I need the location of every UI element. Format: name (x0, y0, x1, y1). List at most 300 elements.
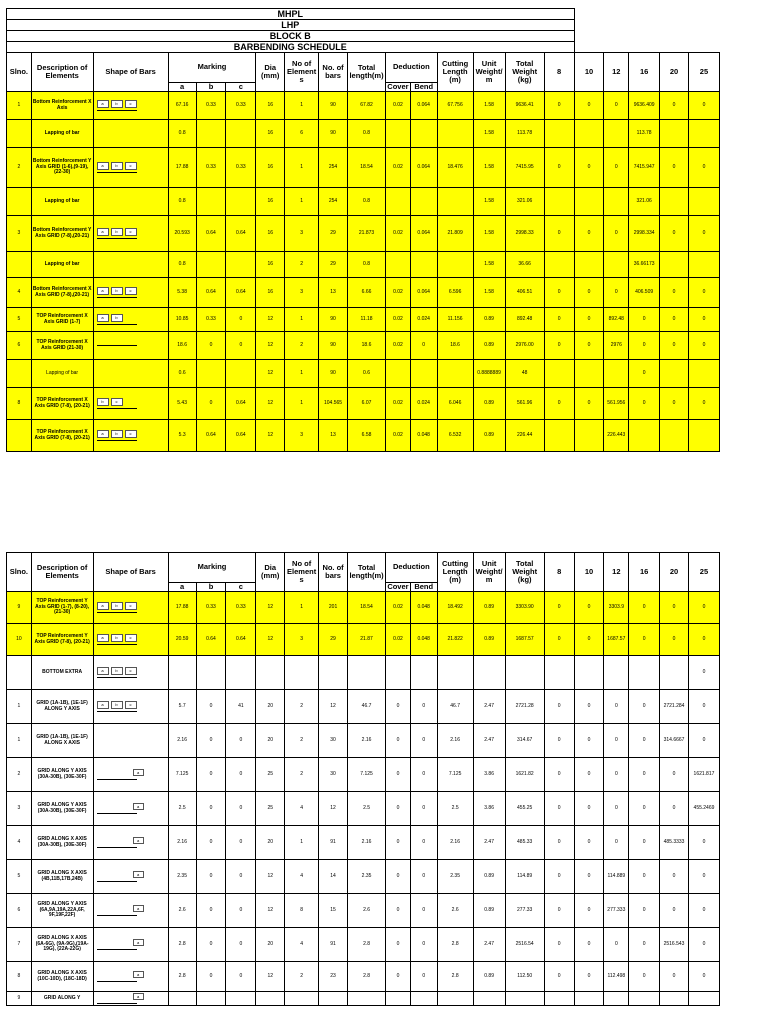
cell-nb: 90 (319, 332, 348, 360)
cell-tw: 2998.33 (505, 216, 544, 252)
header-total-weight: Total Weight (kg) (505, 53, 544, 92)
cell-d16: 0 (629, 758, 660, 792)
shape-c-box: c (125, 430, 137, 438)
cell-desc: TOP Reinforcement X Axis GRID (7-8), (20-21) (31, 388, 93, 420)
cell-d12: 0 (604, 278, 629, 308)
cell-desc: Bottom Reinforcement X Axis (31, 92, 93, 120)
bar-shape (94, 667, 168, 675)
shape-c-box: c (125, 100, 137, 108)
shape-b-box: b (111, 287, 123, 295)
cell-d10: 0 (574, 624, 604, 656)
cell-d16: 0 (629, 332, 660, 360)
cell-shape (93, 656, 168, 690)
cell-ne: 3 (285, 420, 319, 452)
header-dia-25: 25 (688, 53, 719, 92)
shape-b-box: b (97, 398, 109, 406)
cell-a: 0.6 (168, 360, 196, 388)
cell-d10 (574, 360, 604, 388)
cell-ne: 4 (285, 860, 319, 894)
shape-a-box: a (133, 971, 144, 978)
cell-b: 0 (196, 332, 226, 360)
cell-sl: 6 (7, 894, 32, 928)
table-row (7, 826, 720, 860)
cell-desc: GRID ALONG X AXIS (10C-10D), (18C-18D) (31, 962, 93, 992)
cell-dia: 12 (256, 624, 285, 656)
header-dia-25: 25 (688, 553, 719, 592)
cell-d12 (604, 656, 629, 690)
header-a: a (168, 583, 196, 592)
cell-a: 2.8 (168, 928, 196, 962)
cell-cut: 7.125 (437, 758, 473, 792)
header-shape: Shape of Bars (93, 553, 168, 592)
cell-d16: 2998.334 (629, 216, 660, 252)
shape-c-box: c (125, 667, 137, 675)
cell-tw: 36.66 (505, 252, 544, 278)
cell-d25 (688, 420, 719, 452)
cell-d16: 0 (629, 308, 660, 332)
cell-tl: 2.8 (347, 928, 385, 962)
cell-cut: 2.8 (437, 962, 473, 992)
cell-shape (93, 252, 168, 278)
cell-tw: 1687.57 (505, 624, 544, 656)
cell-desc: Lapping of bar (31, 360, 93, 388)
cell-dia: 20 (256, 928, 285, 962)
cell-sl: 9 (7, 592, 32, 624)
cell-bend: 0 (410, 860, 437, 894)
cell-shape (93, 928, 168, 962)
cell-d16 (629, 656, 660, 690)
cell-c: 0.64 (226, 216, 256, 252)
cell-nb: 30 (319, 758, 348, 792)
header-total-length: Total length(m) (347, 553, 385, 592)
cell-d16: 0 (629, 690, 660, 724)
header-bend: Bend (410, 583, 437, 592)
cell-tw: 406.51 (505, 278, 544, 308)
cell-d16: 0 (629, 962, 660, 992)
cell-tw: 2721.28 (505, 690, 544, 724)
cell-cut: 67.756 (437, 92, 473, 120)
header-marking: Marking (168, 53, 256, 83)
shape-a-box: a (133, 871, 144, 878)
cell-d20: 0 (660, 278, 689, 308)
cell-cov: 0 (386, 826, 411, 860)
cell-tl: 21.87 (347, 624, 385, 656)
cell-cut (437, 656, 473, 690)
cell-d16: 36.66173 (629, 252, 660, 278)
cell-ne: 1 (285, 92, 319, 120)
cell-d8 (544, 656, 574, 690)
cell-d20 (660, 252, 689, 278)
cell-sl: 2 (7, 758, 32, 792)
cell-tl: 0.8 (347, 188, 385, 216)
bar-shape (94, 398, 168, 406)
cell-bend: 0 (410, 962, 437, 992)
cell-dia: 25 (256, 758, 285, 792)
header-cutting-length: Cutting Length (m) (437, 553, 473, 592)
cell-d10: 0 (574, 928, 604, 962)
cell-d10: 0 (574, 388, 604, 420)
cell-bend (410, 360, 437, 388)
bar-shape (94, 162, 168, 170)
cell-c: 41 (226, 690, 256, 724)
cell-a: 5.43 (168, 388, 196, 420)
cell-cov: 0.02 (386, 92, 411, 120)
cell-cov: 0 (386, 724, 411, 758)
bar-line-icon (97, 711, 137, 712)
cell-tl: 2.8 (347, 962, 385, 992)
title-lhp: LHP (7, 20, 575, 31)
header-dia-12: 12 (604, 553, 629, 592)
cell-dia: 12 (256, 592, 285, 624)
bar-line-icon (97, 915, 137, 916)
cell-c: 0 (226, 962, 256, 992)
cell-ne: 2 (285, 724, 319, 758)
cell-cov: 0 (386, 758, 411, 792)
header-cover: Cover (387, 82, 409, 91)
header-b: b (196, 583, 226, 592)
cell-a: 5.38 (168, 278, 196, 308)
cell-a: 2.6 (168, 894, 196, 928)
cell-desc: GRID ALONG X AXIS (30A-30B), (30E-30F) (31, 826, 93, 860)
cell-uw: 3.86 (473, 792, 505, 826)
cell-ne: 3 (285, 278, 319, 308)
shape-a-box: a (97, 634, 109, 642)
cell-tw: 2516.54 (505, 928, 544, 962)
cell-bend: 0 (410, 792, 437, 826)
cell-tl: 0.8 (347, 120, 385, 148)
bar-line-icon (97, 779, 137, 780)
cell-tl: 18.54 (347, 592, 385, 624)
cell-c (226, 360, 256, 388)
cell-c (226, 188, 256, 216)
cell-bend: 0.064 (410, 216, 437, 252)
cell-d8: 0 (544, 724, 574, 758)
bar-line-icon (97, 110, 137, 111)
cell-d16: 321.06 (629, 188, 660, 216)
cell-d10 (574, 656, 604, 690)
cell-d10: 0 (574, 278, 604, 308)
cell-b (196, 188, 226, 216)
table-row (7, 278, 720, 308)
cell-d25: 0 (688, 656, 719, 690)
cell-dia: 12 (256, 332, 285, 360)
cell-d10: 0 (574, 690, 604, 724)
cell-d8: 0 (544, 308, 574, 332)
cell-cov (386, 120, 411, 148)
cell-sl: 4 (7, 826, 32, 860)
cell-uw: 0.89 (473, 388, 505, 420)
cell-c: 0.33 (226, 148, 256, 188)
cell-desc: Bottom Reinforcement Y Axis GRID (1-6),(9-19),(22-30) (31, 148, 93, 188)
header-dia-20: 20 (660, 53, 689, 92)
cell-c: 0 (226, 758, 256, 792)
cell-dia: 20 (256, 724, 285, 758)
cell-nb (319, 656, 348, 690)
cell-tl: 0.6 (347, 360, 385, 388)
cell-dia: 16 (256, 216, 285, 252)
cell-sl: 9 (7, 992, 32, 1006)
cell-d12 (604, 360, 629, 388)
header-dia-16: 16 (629, 553, 660, 592)
cell-d8: 0 (544, 624, 574, 656)
cell-d12: 112.498 (604, 962, 629, 992)
cell-bend: 0 (410, 928, 437, 962)
cell-d16 (629, 420, 660, 452)
cell-bend: 0.048 (410, 420, 437, 452)
cell-d25: 0 (688, 278, 719, 308)
cell-shape (93, 332, 168, 360)
cell-d16: 406.509 (629, 278, 660, 308)
cell-uw: 1.58 (473, 252, 505, 278)
header-unit-weight: Unit Weight/ m (473, 553, 505, 592)
cell-d25: 0 (688, 216, 719, 252)
cell-d12: 1687.57 (604, 624, 629, 656)
cell-tl: 2.16 (347, 826, 385, 860)
cell-bend: 0.024 (410, 388, 437, 420)
cell-cut (437, 188, 473, 216)
table-row (7, 656, 720, 690)
cell-sl: 10 (7, 624, 32, 656)
cell-d25: 0 (688, 148, 719, 188)
cell-d20: 0 (660, 92, 689, 120)
cell-d10: 0 (574, 308, 604, 332)
cell-d12: 0 (604, 928, 629, 962)
cell-desc: GRID (1A-1B), (1E-1F) ALONG X AXIS (31, 724, 93, 758)
cell-c: 0.64 (226, 624, 256, 656)
cell-a: 18.6 (168, 332, 196, 360)
cell-d12 (604, 992, 629, 1006)
shape-c-box: c (125, 228, 137, 236)
cell-dia: 16 (256, 188, 285, 216)
cell-ne: 1 (285, 148, 319, 188)
cell-desc: Lapping of bar (31, 188, 93, 216)
cell-d16: 0 (629, 624, 660, 656)
header-slno: Slno. (7, 53, 32, 92)
shape-b-box: b (111, 100, 123, 108)
header-no-elements: No of Element s (285, 553, 319, 592)
cell-desc: TOP Reinforcement X Axis GRID (21-30) (31, 332, 93, 360)
cell-shape (93, 120, 168, 148)
header-description: Description of Elements (31, 553, 93, 592)
cell-cov: 0 (386, 894, 411, 928)
cell-c (226, 120, 256, 148)
cell-a: 5.3 (168, 420, 196, 452)
table-row (7, 758, 720, 792)
cell-shape (93, 188, 168, 216)
cell-cut: 2.16 (437, 826, 473, 860)
cell-desc: GRID ALONG Y (31, 992, 93, 1006)
cell-ne: 1 (285, 592, 319, 624)
cell-desc: GRID ALONG Y AXIS (30A-30B), (30E-30F) (31, 758, 93, 792)
cell-bend: 0.024 (410, 308, 437, 332)
cell-d8: 0 (544, 928, 574, 962)
bar-shape (94, 701, 168, 709)
cell-bend: 0 (410, 894, 437, 928)
cell-nb: 23 (319, 962, 348, 992)
cell-d8 (544, 992, 574, 1006)
cell-d8: 0 (544, 332, 574, 360)
cell-d20: 0 (660, 216, 689, 252)
cell-nb: 254 (319, 148, 348, 188)
table-row (7, 894, 720, 928)
cell-sl: 3 (7, 216, 32, 252)
cell-tw: 455.25 (505, 792, 544, 826)
cell-d10: 0 (574, 826, 604, 860)
bar-line-icon (97, 238, 137, 239)
shape-a-box: a (97, 162, 109, 170)
table-row (7, 216, 720, 252)
cell-dia: 12 (256, 388, 285, 420)
header-total-length: Total length(m) (347, 53, 385, 92)
cell-bend: 0 (410, 332, 437, 360)
cell-tl: 21.873 (347, 216, 385, 252)
cell-nb: 12 (319, 792, 348, 826)
cell-cut: 18.492 (437, 592, 473, 624)
table-row (7, 624, 720, 656)
cell-b: 0.33 (196, 592, 226, 624)
cell-cov: 0.02 (386, 592, 411, 624)
cell-cut (437, 252, 473, 278)
cell-d16: 0 (629, 928, 660, 962)
bar-shape (94, 430, 168, 438)
cell-sl (7, 360, 32, 388)
cell-d8: 0 (544, 962, 574, 992)
cell-cov (386, 656, 411, 690)
cell-cov (386, 252, 411, 278)
header-b: b (196, 83, 226, 92)
shape-a-box: a (97, 228, 109, 236)
cell-d8 (544, 420, 574, 452)
shape-a-box: a (133, 939, 144, 946)
cell-d16: 0 (629, 388, 660, 420)
cell-sl (7, 656, 32, 690)
cell-d16: 7415.947 (629, 148, 660, 188)
cell-b: 0.64 (196, 624, 226, 656)
cell-tl: 2.5 (347, 792, 385, 826)
cell-nb: 15 (319, 894, 348, 928)
cell-b: 0 (196, 690, 226, 724)
cell-cov: 0.02 (386, 388, 411, 420)
shape-a-box: a (133, 769, 144, 776)
cell-tw: 2976.00 (505, 332, 544, 360)
cell-nb: 90 (319, 308, 348, 332)
cell-d12: 0 (604, 92, 629, 120)
cell-d16: 0 (629, 360, 660, 388)
header-cover: Cover (387, 582, 409, 591)
cell-d10: 0 (574, 216, 604, 252)
shape-a-box: a (133, 803, 144, 810)
cell-b: 0.64 (196, 216, 226, 252)
header-dia-12: 12 (604, 53, 629, 92)
cell-d25 (688, 252, 719, 278)
cell-tl: 6.07 (347, 388, 385, 420)
table-row (7, 360, 720, 388)
shape-a-box: a (133, 837, 144, 844)
cell-nb: 254 (319, 188, 348, 216)
shape-a-box: a (133, 993, 144, 1000)
cell-d20: 0 (660, 860, 689, 894)
shape-b-box: b (111, 430, 123, 438)
cell-uw: 0.89 (473, 420, 505, 452)
cell-d12: 3303.9 (604, 592, 629, 624)
cell-cut: 2.6 (437, 894, 473, 928)
shape-b-box: b (111, 314, 123, 322)
cell-nb: 90 (319, 92, 348, 120)
cell-dia: 25 (256, 792, 285, 826)
cell-shape (93, 894, 168, 928)
cell-nb: 104.565 (319, 388, 348, 420)
cell-d10 (574, 120, 604, 148)
cell-tl: 18.6 (347, 332, 385, 360)
cell-b: 0.33 (196, 308, 226, 332)
cell-d16: 0 (629, 724, 660, 758)
title-block: BLOCK B (7, 31, 575, 42)
shape-b-box: b (111, 602, 123, 610)
cell-shape (93, 278, 168, 308)
cell-tw: 114.89 (505, 860, 544, 894)
cell-ne: 3 (285, 216, 319, 252)
cell-bend: 0.064 (410, 278, 437, 308)
cell-tl: 6.58 (347, 420, 385, 452)
cell-dia (256, 656, 285, 690)
cell-d25: 0 (688, 962, 719, 992)
cell-cov: 0 (386, 962, 411, 992)
cell-nb: 91 (319, 826, 348, 860)
cell-shape (93, 962, 168, 992)
cell-uw: 2.47 (473, 928, 505, 962)
cell-cov: 0.02 (386, 308, 411, 332)
cell-uw: 3.86 (473, 758, 505, 792)
cell-uw: 2.47 (473, 826, 505, 860)
header-shape: Shape of Bars (93, 53, 168, 92)
cell-uw: 0.89 (473, 592, 505, 624)
cell-tw: 48 (505, 360, 544, 388)
cell-d12: 277.333 (604, 894, 629, 928)
cell-b: 0 (196, 388, 226, 420)
cell-d16: 9636.409 (629, 92, 660, 120)
header-dia: Dia (mm) (256, 53, 285, 92)
cell-shape (93, 860, 168, 894)
cell-ne: 2 (285, 252, 319, 278)
cell-nb: 201 (319, 592, 348, 624)
cell-shape (93, 724, 168, 758)
cell-c: 0.33 (226, 592, 256, 624)
bar-shape (94, 228, 168, 236)
cell-a (168, 656, 196, 690)
cell-d20: 0 (660, 308, 689, 332)
cell-uw: 0.89 (473, 894, 505, 928)
cell-c: 0.33 (226, 92, 256, 120)
cell-d12: 0 (604, 216, 629, 252)
cell-desc: Lapping of bar (31, 120, 93, 148)
cell-uw (473, 992, 505, 1006)
cell-tw: 9636.41 (505, 92, 544, 120)
cell-d16: 0 (629, 792, 660, 826)
cell-dia: 12 (256, 420, 285, 452)
cell-tw: 314.67 (505, 724, 544, 758)
bar-shape (94, 602, 168, 610)
cell-cov (386, 360, 411, 388)
shape-b-box: b (111, 162, 123, 170)
cell-tw: 1621.82 (505, 758, 544, 792)
table-row (7, 92, 720, 120)
cell-bend (410, 992, 437, 1006)
table-row (7, 992, 720, 1006)
cell-d16: 0 (629, 860, 660, 894)
cell-dia (256, 992, 285, 1006)
cell-tl: 18.54 (347, 148, 385, 188)
cell-cut: 2.5 (437, 792, 473, 826)
